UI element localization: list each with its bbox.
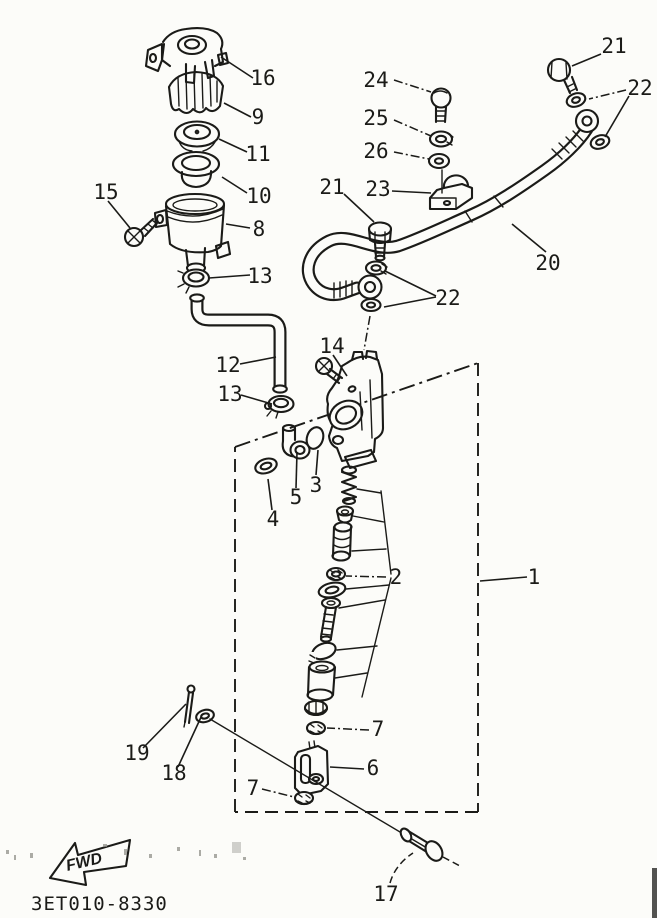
callout-9: 9 bbox=[251, 105, 265, 129]
callout-16: 16 bbox=[250, 66, 276, 90]
hose-clamp-upper-drawing bbox=[178, 270, 209, 294]
callout-19: 19 bbox=[124, 741, 150, 765]
callout-15: 15 bbox=[93, 180, 119, 204]
footer-part-code: 3ET010-8330 bbox=[31, 893, 168, 915]
callout-6: 6 bbox=[366, 756, 380, 780]
banjo-bolt-right-drawing bbox=[548, 59, 577, 93]
callout-23: 23 bbox=[365, 177, 391, 201]
callout-13-lower: 13 bbox=[217, 382, 243, 406]
callout-22-middle: 22 bbox=[435, 286, 461, 310]
clevis-pin-drawing bbox=[398, 827, 460, 866]
reservoir-screw-drawing bbox=[125, 219, 157, 246]
piston-drawing bbox=[333, 523, 352, 561]
callout-11: 11 bbox=[245, 142, 271, 166]
joint-ring-drawing bbox=[253, 456, 278, 476]
callout-14: 14 bbox=[319, 334, 345, 358]
callout-13-upper: 13 bbox=[247, 264, 273, 288]
callout-7-lower: 7 bbox=[246, 776, 260, 800]
callout-2: 2 bbox=[389, 565, 403, 589]
callout-4: 4 bbox=[266, 507, 280, 531]
callout-17: 17 bbox=[373, 882, 399, 906]
washer-lower-right-drawing bbox=[589, 133, 611, 151]
reservoir-stay-drawing bbox=[146, 28, 228, 83]
callout-labels bbox=[93, 34, 652, 906]
washer-upper-left-drawing bbox=[366, 262, 387, 275]
callout-24: 24 bbox=[363, 68, 389, 92]
circlip-drawing bbox=[307, 640, 338, 663]
elbow-joint-drawing bbox=[283, 425, 310, 459]
piston-cup-drawing bbox=[337, 507, 353, 523]
callout-12: 12 bbox=[215, 353, 241, 377]
reservoir-hose-drawing bbox=[190, 294, 287, 392]
piston-spring-drawing bbox=[342, 467, 356, 505]
clevis-drawing bbox=[295, 741, 328, 798]
master-cylinder-body-drawing bbox=[325, 351, 383, 468]
pin-washer-drawing bbox=[195, 708, 215, 724]
callout-10: 10 bbox=[246, 184, 272, 208]
piston-washer-small-drawing bbox=[327, 568, 345, 580]
hose-clamp-bracket-drawing bbox=[430, 170, 472, 209]
diaphragm-plate-drawing bbox=[175, 122, 219, 152]
push-rod-drawing bbox=[321, 598, 340, 642]
spring-washer-drawing bbox=[430, 132, 453, 147]
callout-1: 1 bbox=[527, 565, 541, 589]
callout-5: 5 bbox=[289, 485, 303, 509]
piston-washer-large-drawing bbox=[317, 580, 346, 599]
boot-cylinder-drawing bbox=[308, 662, 336, 701]
locknut-drawing bbox=[305, 701, 327, 715]
plain-washer-drawing bbox=[429, 154, 449, 168]
washer-upper-right-drawing bbox=[565, 91, 587, 109]
washer-lower-left-drawing bbox=[362, 299, 381, 311]
reservoir-cap-drawing bbox=[169, 72, 223, 113]
diaphragm-drawing bbox=[173, 152, 219, 187]
fwd-arrow bbox=[50, 840, 130, 885]
fwd-arrow-label: FWD bbox=[64, 850, 104, 875]
reservoir-body-drawing bbox=[155, 194, 230, 273]
callout-25: 25 bbox=[363, 106, 389, 130]
callout-22-right: 22 bbox=[627, 76, 653, 100]
clamp-bolt-drawing bbox=[432, 89, 451, 123]
adjust-nut-lower-drawing bbox=[295, 792, 313, 804]
adjust-nut-upper-drawing bbox=[307, 722, 325, 734]
callout-20: 20 bbox=[535, 251, 561, 275]
callout-18: 18 bbox=[161, 761, 187, 785]
callout-3: 3 bbox=[309, 473, 323, 497]
callout-7-upper: 7 bbox=[371, 717, 385, 741]
hose-clamp-lower-drawing bbox=[265, 396, 294, 418]
callout-21-right: 21 bbox=[601, 34, 627, 58]
banjo-axis-line bbox=[364, 316, 370, 350]
callout-8: 8 bbox=[252, 217, 266, 241]
callout-21-left: 21 bbox=[319, 175, 345, 199]
cotter-pin-drawing bbox=[184, 686, 195, 728]
callout-26: 26 bbox=[363, 139, 389, 163]
